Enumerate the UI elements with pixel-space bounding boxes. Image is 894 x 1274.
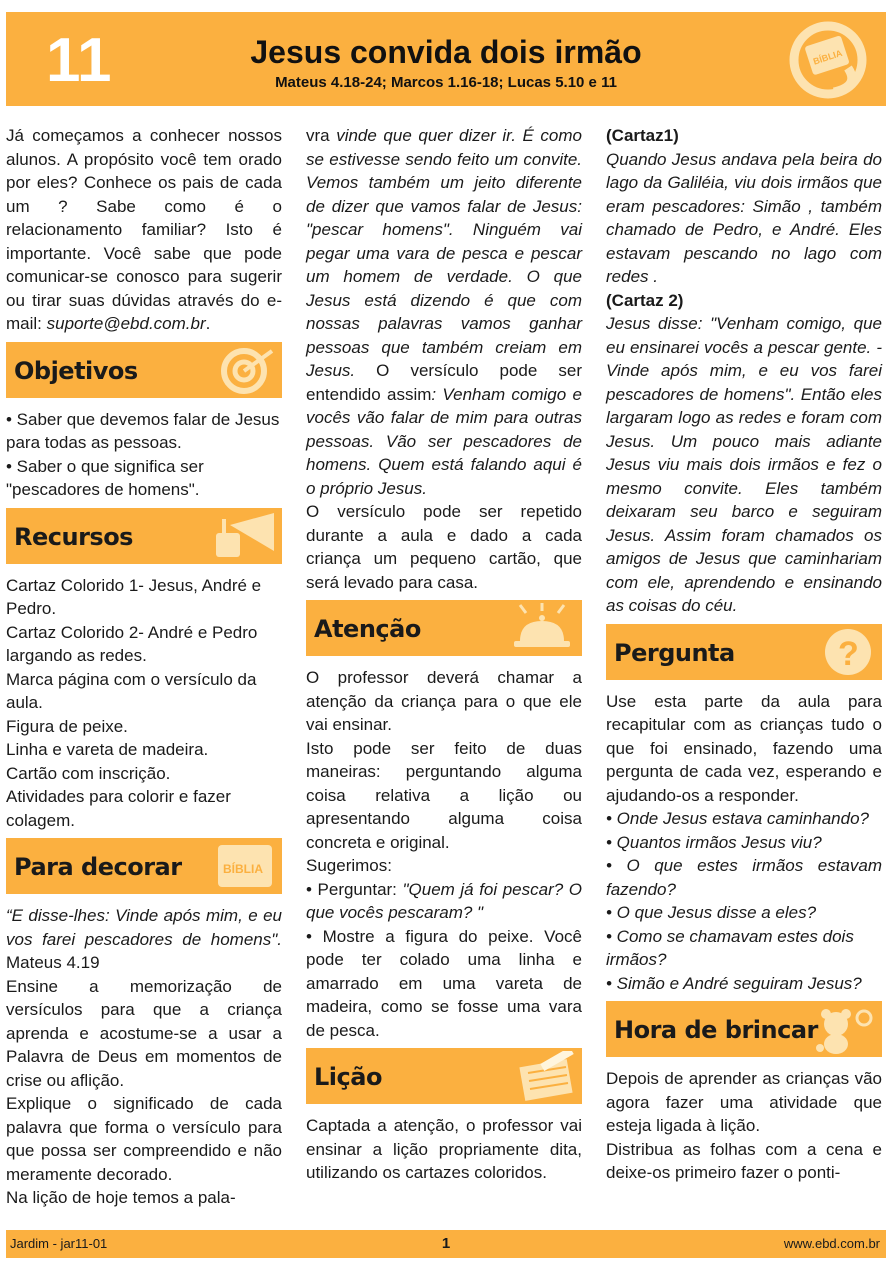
- page-number: 1: [441, 1235, 451, 1252]
- section-title-para-decorar: Para decorar: [14, 853, 182, 881]
- atencao-bullet: • Mostre a figura do peixe. Você pode ter colado uma linha e amarrado em uma vareta de madeira, como se fosse uma vara de pesca.: [306, 926, 582, 1040]
- section-title-objetivos: Objetivos: [14, 356, 138, 385]
- section-recursos: [6, 508, 282, 564]
- footer-code: Jardim - jar11-01: [10, 1236, 108, 1251]
- cartaz1-label: (Cartaz1): [606, 126, 679, 145]
- bible-references: Mateus 4.18-24; Marcos 1.16-18; Lucas 5.10 e 11: [275, 74, 617, 91]
- lesson-number: 11: [46, 26, 112, 95]
- section-objetivos: [6, 342, 282, 398]
- column-3: [606, 124, 882, 1185]
- section-atencao: [306, 600, 582, 656]
- section-title-atencao: Atenção: [314, 615, 421, 643]
- brincar-paragraph: Distribua as folhas com a cena e deixe-os primeiro fazer o ponti-: [606, 1139, 882, 1182]
- section-hora-de-brincar: [606, 1001, 882, 1057]
- question-item: • O que estes irmãos estavam fazendo?: [606, 856, 882, 899]
- atencao-paragraph: Sugerimos:: [306, 856, 392, 875]
- brincar-paragraph: Depois de aprender as crianças vão agora fazer uma atividade que esteja ligada à lição.: [606, 1069, 882, 1135]
- question-item: • Quantos irmãos Jesus viu?: [606, 832, 822, 852]
- email-address: suporte@ebd.com.br: [46, 314, 206, 333]
- recurso-item: Figura de peixe.: [6, 716, 128, 736]
- section-title-recursos: Recursos: [14, 522, 133, 551]
- recurso-item: Marca página com o versículo da aula.: [6, 669, 257, 712]
- recurso-item: Linha e vareta de madeira.: [6, 740, 209, 759]
- licao-paragraph: Captada a atenção, o professor vai ensinar a lição propriamente dita, utilizando os cartazes coloridos.: [306, 1116, 582, 1182]
- atencao-paragraph: O professor deverá chamar a atenção da criança para o que ele vai ensinar.: [306, 668, 582, 734]
- target-icon: [218, 345, 278, 395]
- section-title-pergunta: Pergunta: [614, 638, 735, 667]
- svg-text:?: ?: [838, 634, 859, 673]
- page-footer: [6, 1230, 886, 1258]
- objetivo-item: • Saber que devemos falar de Jesus para todas as pessoas.: [6, 409, 280, 452]
- question-item: • O que Jesus disse a eles?: [606, 903, 817, 922]
- section-para-decorar: [6, 838, 282, 894]
- recurso-item: Cartaz Colorido 2- André e Pedro largando as redes.: [6, 622, 258, 665]
- section-title-licao: Lição: [314, 1063, 382, 1091]
- column-1: [6, 124, 282, 1210]
- atencao-paragraph: Isto pode ser feito de duas maneiras: perguntando alguma coisa relativa a lição ou apresentando alguma coisa concreta e original.: [306, 738, 582, 852]
- logo-text: BÍBLIA: [811, 47, 844, 67]
- bible-at-logo-icon: [788, 20, 868, 100]
- question-item: • Como se chamavam estes dois irmãos?: [606, 926, 854, 969]
- page-title: Jesus convida dois irmão: [250, 34, 642, 70]
- decorar-paragraph: Explique o significado de cada palavra que forma o versículo para que possa ser compreendido e não meramente decorado.: [6, 1094, 282, 1184]
- memory-verse: “E disse-lhes: Vinde após mim, e eu vos farei pescadores de homens". Mateus 4.19: [6, 906, 282, 972]
- intro-paragraph: Já começamos a conhecer nossos alunos. A propósito você tem orado por eles? Conhece os pais de cada um ? Sabe como é o relacionamento familiar? Isto é importante. Você sabe que pode comunicar-se conosco para sugerir ou tirar suas dúvidas através do e-mail: suporte@ebd.com.br.: [6, 126, 282, 333]
- decorar-paragraph: Na lição de hoje temos a pala-: [6, 1188, 236, 1207]
- footer-website[interactable]: www.ebd.com.br: [783, 1236, 880, 1251]
- objetivo-item: • Saber o que significa ser "pescadores de homens".: [6, 456, 204, 499]
- question-item: • Simão e André seguiram Jesus?: [606, 973, 862, 993]
- pencil-paper-icon: [512, 1051, 578, 1101]
- teddy-bear-icon: [812, 1004, 878, 1054]
- verse-explanation: vra vinde que quer dizer ir. É como se estivesse sendo feito um convite. Vemos também um jeito diferente de dizer que vamos falar de Jesus: "pescar homens". Ninguém vai pegar uma vara de pesca e pescar um homem de verdade. O que Jesus está dizendo é que com nossas palavras vamos ganhar pessoas que também creiam em Jesus. O versículo pode ser entendido assim: Venham comigo e vocês vão falar de mim para outras pessoas. Vão ser pescadores de homens. Quem está falando aqui é o próprio Jesus.: [306, 126, 583, 498]
- cartaz2-text: Jesus disse: "Venham comigo, que eu ensinarei vocês a pescar gente. - Vinde após mim, e eu vos farei pescadores de homens". Então eles largaram logo as redes e foram com Jesus. Um pouco mais adiante Jesus viu mais dois irmãos e fez o mesmo convite. Eles também deixaram seu barco e seguiram Jesus. Assim foram chamados os amigos de Jesus que caminhariam com ele, aprendendo e ensinando as coisas do céu.: [606, 314, 882, 615]
- projector-icon: [212, 511, 278, 561]
- bell-icon: [506, 603, 578, 653]
- decorar-paragraph: Ensine a memorização de versículos para que a criança aprenda e acostume-se a usar a Palavra de Deus em momentos de crise ou aflição.: [6, 976, 282, 1090]
- column-2: [306, 124, 582, 1185]
- section-licao: [306, 1048, 582, 1104]
- section-pergunta: [606, 624, 882, 680]
- atencao-bullet: • Perguntar: "Quem já foi pescar? O que vocês pescaram? ": [306, 879, 582, 922]
- recurso-item: Cartaz Colorido 1- Jesus, André e Pedro.: [6, 575, 262, 618]
- bible-book-icon: [212, 841, 278, 891]
- page-header: [6, 12, 886, 106]
- pergunta-paragraph: Use esta parte da aula para recapitular com as crianças tudo o que foi ensinado, fazendo uma pergunta de cada vez, esperando e ajudando-os a responder.: [606, 691, 882, 805]
- question-mark-icon: [816, 627, 878, 677]
- cartaz2-label: (Cartaz 2): [606, 290, 684, 310]
- verse-repeat-paragraph: O versículo pode ser repetido durante a aula e dado a cada criança um pequeno cartão, que será levado para casa.: [306, 502, 582, 592]
- bible-book-text: BÍBLIA: [223, 862, 263, 876]
- recurso-item: Atividades para colorir e fazer colagem.: [6, 787, 231, 830]
- recurso-item: Cartão com inscrição.: [6, 763, 171, 783]
- section-title-hora-de-brincar: Hora de brincar: [614, 1016, 818, 1044]
- question-item: • Onde Jesus estava caminhando?: [606, 809, 870, 828]
- cartaz1-text: Quando Jesus andava pela beira do lago da Galiléia, viu dois irmãos que eram pescadores: Simão , também chamado de Pedro, e André. Eles estavam pescando no lago com redes .: [606, 149, 882, 286]
